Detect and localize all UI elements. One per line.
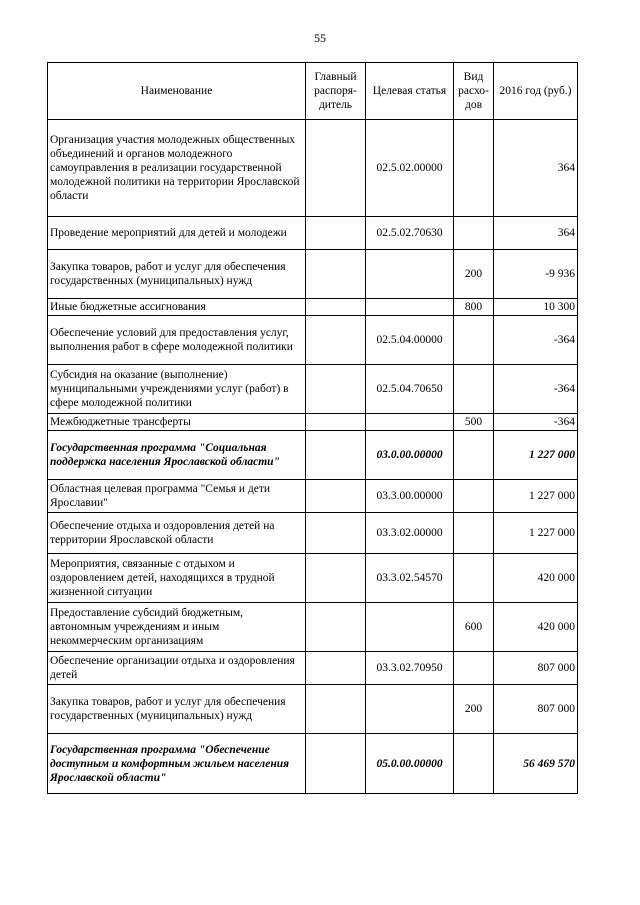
cell-amount: 420 000 bbox=[494, 603, 578, 652]
cell-target: 03.3.00.00000 bbox=[366, 480, 454, 513]
cell-target: 03.3.02.00000 bbox=[366, 513, 454, 554]
cell-name: Субсидия на оказание (выполнение) муниципальными учреждениями услуг (работ) в сфере молодежной политики bbox=[48, 365, 306, 414]
cell-type bbox=[454, 554, 494, 603]
cell-type: 200 bbox=[454, 685, 494, 734]
table-row bbox=[48, 513, 578, 554]
cell-name: Обеспечение отдыха и оздоровления детей на территории Ярославской области bbox=[48, 513, 306, 554]
cell-manager bbox=[306, 250, 366, 299]
cell-name: Государственная программа "Социальная поддержка населения Ярославской области" bbox=[48, 431, 306, 480]
cell-target: 03.3.02.54570 bbox=[366, 554, 454, 603]
table-row bbox=[48, 603, 578, 652]
cell-target bbox=[366, 603, 454, 652]
cell-manager bbox=[306, 365, 366, 414]
cell-amount: 364 bbox=[494, 120, 578, 217]
header-manager: Главный распоря- дитель bbox=[306, 63, 366, 120]
cell-type: 800 bbox=[454, 299, 494, 316]
cell-target: 02.5.04.70650 bbox=[366, 365, 454, 414]
cell-name: Закупка товаров, работ и услуг для обеспечения государственных (муниципальных) нужд bbox=[48, 250, 306, 299]
cell-target: 05.0.00.00000 bbox=[366, 734, 454, 794]
header-type: Вид расхо- дов bbox=[454, 63, 494, 120]
cell-amount: 1 227 000 bbox=[494, 513, 578, 554]
cell-target: 03.0.00.00000 bbox=[366, 431, 454, 480]
table-row bbox=[48, 365, 578, 414]
cell-type bbox=[454, 513, 494, 554]
table-row bbox=[48, 685, 578, 734]
cell-type bbox=[454, 652, 494, 685]
cell-type: 600 bbox=[454, 603, 494, 652]
table-body bbox=[48, 120, 578, 794]
cell-target bbox=[366, 250, 454, 299]
cell-amount: 10 300 bbox=[494, 299, 578, 316]
cell-target bbox=[366, 685, 454, 734]
cell-manager bbox=[306, 431, 366, 480]
cell-type bbox=[454, 480, 494, 513]
table-row bbox=[48, 734, 578, 794]
table-row bbox=[48, 299, 578, 316]
cell-target: 02.5.02.00000 bbox=[366, 120, 454, 217]
header-name: Наименование bbox=[48, 63, 306, 120]
cell-manager bbox=[306, 316, 366, 365]
cell-name: Областная целевая программа "Семья и дети Ярославии" bbox=[48, 480, 306, 513]
cell-name: Мероприятия, связанные с отдыхом и оздоровлением детей, находящихся в трудной жизненной ситуации bbox=[48, 554, 306, 603]
cell-manager bbox=[306, 513, 366, 554]
table-row bbox=[48, 120, 578, 217]
table-row bbox=[48, 652, 578, 685]
cell-target bbox=[366, 414, 454, 431]
table-row bbox=[48, 554, 578, 603]
cell-manager bbox=[306, 734, 366, 794]
cell-name: Межбюджетные трансферты bbox=[48, 414, 306, 431]
cell-manager bbox=[306, 480, 366, 513]
cell-manager bbox=[306, 120, 366, 217]
cell-type: 500 bbox=[454, 414, 494, 431]
cell-amount: 807 000 bbox=[494, 652, 578, 685]
cell-name: Государственная программа "Обеспечение доступным и комфортным жильем населения Ярославской области" bbox=[48, 734, 306, 794]
cell-name: Иные бюджетные ассигнования bbox=[48, 299, 306, 316]
cell-manager bbox=[306, 603, 366, 652]
cell-manager bbox=[306, 652, 366, 685]
cell-amount: -364 bbox=[494, 316, 578, 365]
cell-name: Обеспечение условий для предоставления услуг, выполнения работ в сфере молодежной политики bbox=[48, 316, 306, 365]
cell-manager bbox=[306, 217, 366, 250]
cell-manager bbox=[306, 414, 366, 431]
cell-amount: 807 000 bbox=[494, 685, 578, 734]
cell-target: 03.3.02.70950 bbox=[366, 652, 454, 685]
cell-manager bbox=[306, 299, 366, 316]
page-number: 55 bbox=[314, 31, 326, 45]
table-row bbox=[48, 217, 578, 250]
header-year: 2016 год (руб.) bbox=[494, 63, 578, 120]
table-row bbox=[48, 414, 578, 431]
cell-amount: 364 bbox=[494, 217, 578, 250]
table-row bbox=[48, 250, 578, 299]
cell-manager bbox=[306, 554, 366, 603]
cell-amount: 56 469 570 bbox=[494, 734, 578, 794]
table-row bbox=[48, 431, 578, 480]
cell-amount: 420 000 bbox=[494, 554, 578, 603]
cell-amount: -9 936 bbox=[494, 250, 578, 299]
cell-target: 02.5.02.70630 bbox=[366, 217, 454, 250]
cell-type bbox=[454, 365, 494, 414]
cell-name: Организация участия молодежных общественных объединений и органов молодежного самоуправления в реализации государственной молодежной политики на территории Ярославской области bbox=[48, 120, 306, 217]
header-target: Целевая статья bbox=[366, 63, 454, 120]
cell-type bbox=[454, 431, 494, 480]
cell-amount: -364 bbox=[494, 414, 578, 431]
budget-table bbox=[47, 62, 578, 794]
cell-amount: 1 227 000 bbox=[494, 431, 578, 480]
cell-type: 200 bbox=[454, 250, 494, 299]
cell-type bbox=[454, 316, 494, 365]
cell-type bbox=[454, 734, 494, 794]
cell-manager bbox=[306, 685, 366, 734]
cell-target: 02.5.04.00000 bbox=[366, 316, 454, 365]
cell-name: Проведение мероприятий для детей и молодежи bbox=[48, 217, 306, 250]
table-row bbox=[48, 316, 578, 365]
cell-target bbox=[366, 299, 454, 316]
table-header-row bbox=[48, 63, 578, 120]
table-row bbox=[48, 480, 578, 513]
cell-type bbox=[454, 217, 494, 250]
cell-name: Закупка товаров, работ и услуг для обеспечения государственных (муниципальных) нужд bbox=[48, 685, 306, 734]
cell-name: Предоставление субсидий бюджетным, автономным учреждениям и иным некоммерческим организациям bbox=[48, 603, 306, 652]
cell-name: Обеспечение организации отдыха и оздоровления детей bbox=[48, 652, 306, 685]
cell-type bbox=[454, 120, 494, 217]
cell-amount: -364 bbox=[494, 365, 578, 414]
cell-amount: 1 227 000 bbox=[494, 480, 578, 513]
